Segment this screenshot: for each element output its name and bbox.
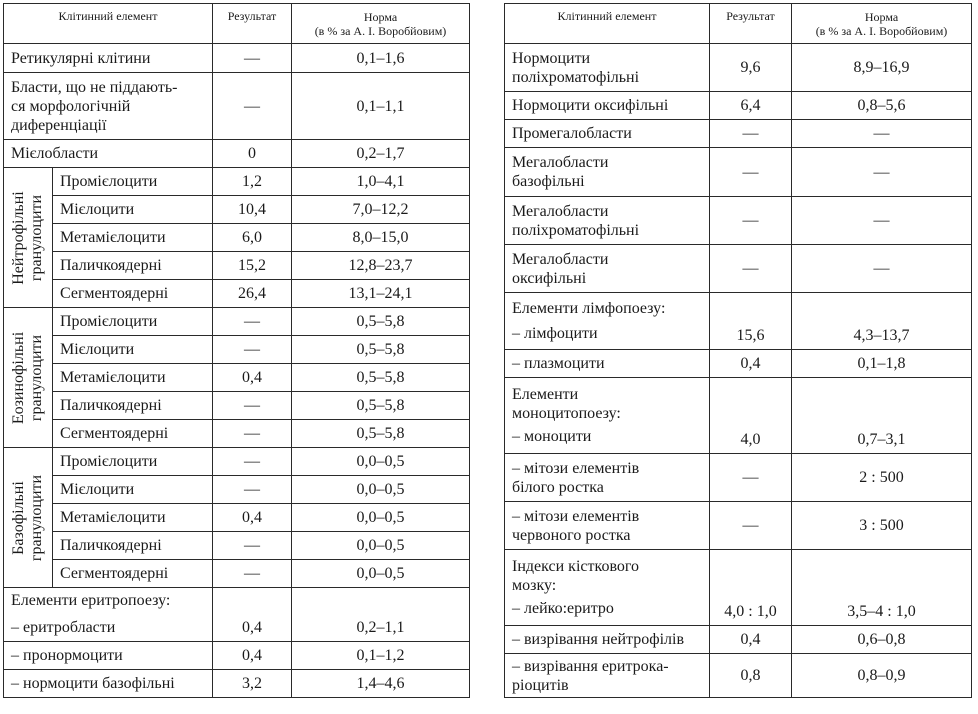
- group-label-line: гранулоцити: [28, 334, 45, 421]
- cell-result: 0,4: [213, 364, 292, 392]
- cell-result: —: [213, 336, 292, 364]
- cell-name: Промегалобласти: [505, 120, 710, 148]
- cell-name-line: – лейко:еритро: [512, 600, 614, 617]
- cell-norm-empty: [292, 588, 470, 614]
- header-norm: [792, 4, 972, 44]
- cell-name-line: – лімфоцити: [512, 325, 598, 342]
- table-row: [505, 626, 972, 654]
- cell-norm: 0,1–1,2: [292, 642, 470, 670]
- cell-name-line: – мітози елементів: [512, 507, 640, 525]
- cell-result: 10,4: [213, 196, 292, 224]
- group-label-basophilic: [4, 448, 53, 588]
- cell-norm: 2 : 500: [792, 454, 972, 502]
- table-row: [4, 196, 470, 224]
- cell-result: 0,4: [710, 350, 792, 378]
- section-title-erythropoiesis: Елементи еритропоезу:: [4, 588, 213, 614]
- cell-result: 0,4: [710, 626, 792, 654]
- header-row: [4, 4, 470, 44]
- bone-marrow-table-right: [504, 3, 972, 698]
- cell-name-line: – мітози елементів: [512, 459, 640, 477]
- cell-norm: 0,2–1,7: [292, 140, 470, 168]
- cell-result: —: [710, 454, 792, 502]
- table-row: [505, 293, 972, 350]
- table-row: [505, 92, 972, 120]
- cell-norm: 0,8–0,9: [792, 654, 972, 698]
- cell-name: Сегментоядерні: [53, 280, 213, 308]
- cell-norm: 4,3–13,7: [792, 293, 972, 350]
- cell-name: [505, 293, 710, 350]
- group-label-line: гранулоцити: [28, 474, 45, 561]
- cell-norm: 1,0–4,1: [292, 168, 470, 196]
- table-row: [505, 197, 972, 245]
- header-norm-source: (в % за А. І. Воробйовим): [314, 23, 447, 38]
- section-title-line: моноцитопоезу:: [512, 405, 621, 422]
- cell-name: Метамієлоцити: [53, 504, 213, 532]
- cell-name: Мієлоцити: [53, 336, 213, 364]
- table-row: [4, 280, 470, 308]
- cell-name-line: ріоцитів: [512, 676, 569, 694]
- table-row: [4, 670, 470, 698]
- cell-name: – визрівання нейтрофілів: [505, 626, 710, 654]
- cell-result: 6,0: [213, 224, 292, 252]
- section-title-lymphopoiesis: Елементи лімфопоезу:: [512, 300, 666, 317]
- cell-name: [505, 44, 710, 92]
- header-norm: [292, 4, 470, 44]
- cell-norm: 13,1–24,1: [292, 280, 470, 308]
- cell-result: 6,4: [710, 92, 792, 120]
- cell-result: 0,4: [213, 504, 292, 532]
- table-row: [4, 504, 470, 532]
- cell-name: Мієлоцити: [53, 476, 213, 504]
- table-row: [4, 532, 470, 560]
- cell-name: [4, 73, 213, 140]
- cell-norm: 7,0–12,2: [292, 196, 470, 224]
- section-title-indices: Індекси кісткового: [512, 558, 640, 575]
- cell-result: —: [213, 532, 292, 560]
- cell-norm: —: [792, 197, 972, 245]
- cell-result: 9,6: [710, 44, 792, 92]
- table-row: [505, 148, 972, 197]
- cell-name-line: базофільні: [512, 173, 585, 190]
- cell-result: 15,2: [213, 252, 292, 280]
- table-row: [4, 642, 470, 670]
- cell-norm: 0,1–1,8: [792, 350, 972, 378]
- header-norm-source: (в % за А. І. Воробйовим): [815, 23, 948, 38]
- table-row: [505, 245, 972, 293]
- section-row: [4, 588, 470, 614]
- cell-norm: 0,0–0,5: [292, 560, 470, 588]
- cell-result: 15,6: [710, 293, 792, 350]
- cell-result: —: [710, 197, 792, 245]
- cell-result: 4,0 : 1,0: [710, 550, 792, 626]
- table-row: [4, 476, 470, 504]
- cell-name: – еритробласти: [4, 614, 213, 642]
- group-label-line: Еозинофільні: [10, 331, 27, 424]
- cell-name-line: Бласти, що не піддають-: [11, 78, 178, 96]
- table-row: [4, 420, 470, 448]
- table-row: [505, 350, 972, 378]
- table-row: [505, 120, 972, 148]
- cell-name: Метамієлоцити: [53, 364, 213, 392]
- cell-result: —: [213, 73, 292, 140]
- cell-norm: 12,8–23,7: [292, 252, 470, 280]
- table-row: [505, 502, 972, 550]
- cell-result: —: [213, 308, 292, 336]
- cell-norm: 0,5–5,8: [292, 392, 470, 420]
- cell-norm: —: [792, 245, 972, 293]
- header-element: Клітинний елемент: [505, 4, 710, 44]
- cell-norm: 0,5–5,8: [292, 364, 470, 392]
- cell-name-line: Мегалобласти: [512, 250, 609, 268]
- table-row: [4, 73, 470, 140]
- header-norm-title: Норма: [864, 9, 899, 24]
- cell-norm: —: [792, 148, 972, 197]
- cell-result: —: [213, 448, 292, 476]
- cell-result: —: [710, 148, 792, 197]
- cell-result: 4,0: [710, 378, 792, 454]
- header-row: [505, 4, 972, 44]
- cell-name-line: поліхроматофільні: [512, 221, 640, 239]
- cell-norm: 3,5–4 : 1,0: [792, 550, 972, 626]
- cell-name-line: диференціації: [11, 116, 107, 134]
- cell-result: 0,4: [213, 614, 292, 642]
- cell-name-line: білого ростка: [512, 478, 604, 496]
- cell-norm: 0,1–1,6: [292, 44, 470, 73]
- cell-name: [505, 197, 710, 245]
- cell-norm: 0,2–1,1: [292, 614, 470, 642]
- group-label-line: гранулоцити: [28, 194, 45, 281]
- bone-marrow-table-left: [3, 3, 470, 698]
- cell-norm: 0,0–0,5: [292, 532, 470, 560]
- cell-name-line: оксифільні: [512, 269, 587, 287]
- cell-norm: 8,0–15,0: [292, 224, 470, 252]
- cell-name: Паличкоядерні: [53, 252, 213, 280]
- cell-norm: 0,8–5,6: [792, 92, 972, 120]
- cell-name: Промієлоцити: [53, 448, 213, 476]
- cell-norm: 0,5–5,8: [292, 420, 470, 448]
- group-label-line: Базофільні: [10, 480, 27, 555]
- cell-name: – плазмоцити: [505, 350, 710, 378]
- header-result: Результат: [710, 4, 792, 44]
- cell-name: Мієлобласти: [4, 140, 213, 168]
- cell-name: [505, 454, 710, 502]
- table-row: [4, 308, 470, 336]
- cell-name-line: Мегалобласти: [512, 154, 609, 171]
- cell-name-line: червоного ростка: [512, 526, 631, 544]
- cell-name: [505, 654, 710, 698]
- header-result: Результат: [213, 4, 292, 44]
- cell-name: Промієлоцити: [53, 168, 213, 196]
- table-row: [4, 392, 470, 420]
- cell-result: —: [213, 392, 292, 420]
- table-row: [4, 44, 470, 73]
- cell-name: [505, 502, 710, 550]
- group-label-neutrophilic: [4, 168, 53, 308]
- group-label-line: Нейтрофільні: [10, 190, 27, 285]
- table-row: [505, 44, 972, 92]
- cell-name: [505, 550, 710, 626]
- cell-name: Ретикулярні клітини: [4, 44, 213, 73]
- cell-result: 3,2: [213, 670, 292, 698]
- cell-result: —: [213, 44, 292, 73]
- cell-name-line: поліхроматофільні: [512, 68, 640, 86]
- cell-result: —: [710, 245, 792, 293]
- cell-name: [505, 245, 710, 293]
- table-row: [4, 224, 470, 252]
- table-row: [505, 654, 972, 698]
- cell-result: —: [213, 420, 292, 448]
- cell-name: Метамієлоцити: [53, 224, 213, 252]
- header-norm-title: Норма: [363, 9, 398, 24]
- cell-norm: 8,9–16,9: [792, 44, 972, 92]
- table-row: [4, 364, 470, 392]
- cell-norm: 0,6–0,8: [792, 626, 972, 654]
- cell-norm: 0,0–0,5: [292, 504, 470, 532]
- cell-name: Сегментоядерні: [53, 420, 213, 448]
- cell-result: —: [213, 476, 292, 504]
- cell-result: 0,4: [213, 642, 292, 670]
- cell-norm: 0,0–0,5: [292, 476, 470, 504]
- cell-result: 26,4: [213, 280, 292, 308]
- cell-result: —: [213, 560, 292, 588]
- cell-name: Промієлоцити: [53, 308, 213, 336]
- table-row: [4, 560, 470, 588]
- cell-name: Паличкоядерні: [53, 392, 213, 420]
- cell-norm: 3 : 500: [792, 502, 972, 550]
- cell-name: – пронормоцити: [4, 642, 213, 670]
- cell-result: 0: [213, 140, 292, 168]
- cell-name-line: ся морфологічній: [11, 97, 131, 115]
- table-row: [505, 378, 972, 454]
- table-row: [505, 454, 972, 502]
- cell-result-empty: [213, 588, 292, 614]
- cell-result: 1,2: [213, 168, 292, 196]
- cell-name: Мієлоцити: [53, 196, 213, 224]
- table-row: [4, 168, 470, 196]
- table-row: [4, 448, 470, 476]
- cell-name: – нормоцити базофільні: [4, 670, 213, 698]
- cell-norm: 0,7–3,1: [792, 378, 972, 454]
- cell-result: —: [710, 120, 792, 148]
- cell-name: Паличкоядерні: [53, 532, 213, 560]
- header-element: Клітинний елемент: [4, 4, 213, 44]
- cell-norm: 1,4–4,6: [292, 670, 470, 698]
- cell-name-line: – визрівання еритрока-: [512, 657, 669, 675]
- group-label-eosinophilic: [4, 308, 53, 448]
- table-row: [4, 336, 470, 364]
- table-row: [4, 252, 470, 280]
- table-row: [4, 614, 470, 642]
- cell-name: Нормоцити оксифільні: [505, 92, 710, 120]
- cell-norm: 0,0–0,5: [292, 448, 470, 476]
- cell-result: —: [710, 502, 792, 550]
- cell-result: 0,8: [710, 654, 792, 698]
- cell-norm: 0,1–1,1: [292, 73, 470, 140]
- table-row: [505, 550, 972, 626]
- cell-name-line: Мегалобласти: [512, 202, 609, 220]
- section-title-line: мозку:: [512, 577, 557, 594]
- cell-norm: 0,5–5,8: [292, 336, 470, 364]
- cell-norm: 0,5–5,8: [292, 308, 470, 336]
- cell-name: [505, 378, 710, 454]
- cell-name: [505, 148, 710, 197]
- cell-norm: —: [792, 120, 972, 148]
- cell-name-line: Нормоцити: [512, 49, 591, 67]
- cell-name: Сегментоядерні: [53, 560, 213, 588]
- section-title-monocytopoiesis: Елементи: [512, 386, 579, 403]
- table-row: [4, 140, 470, 168]
- cell-name-line: – моноцити: [512, 428, 592, 445]
